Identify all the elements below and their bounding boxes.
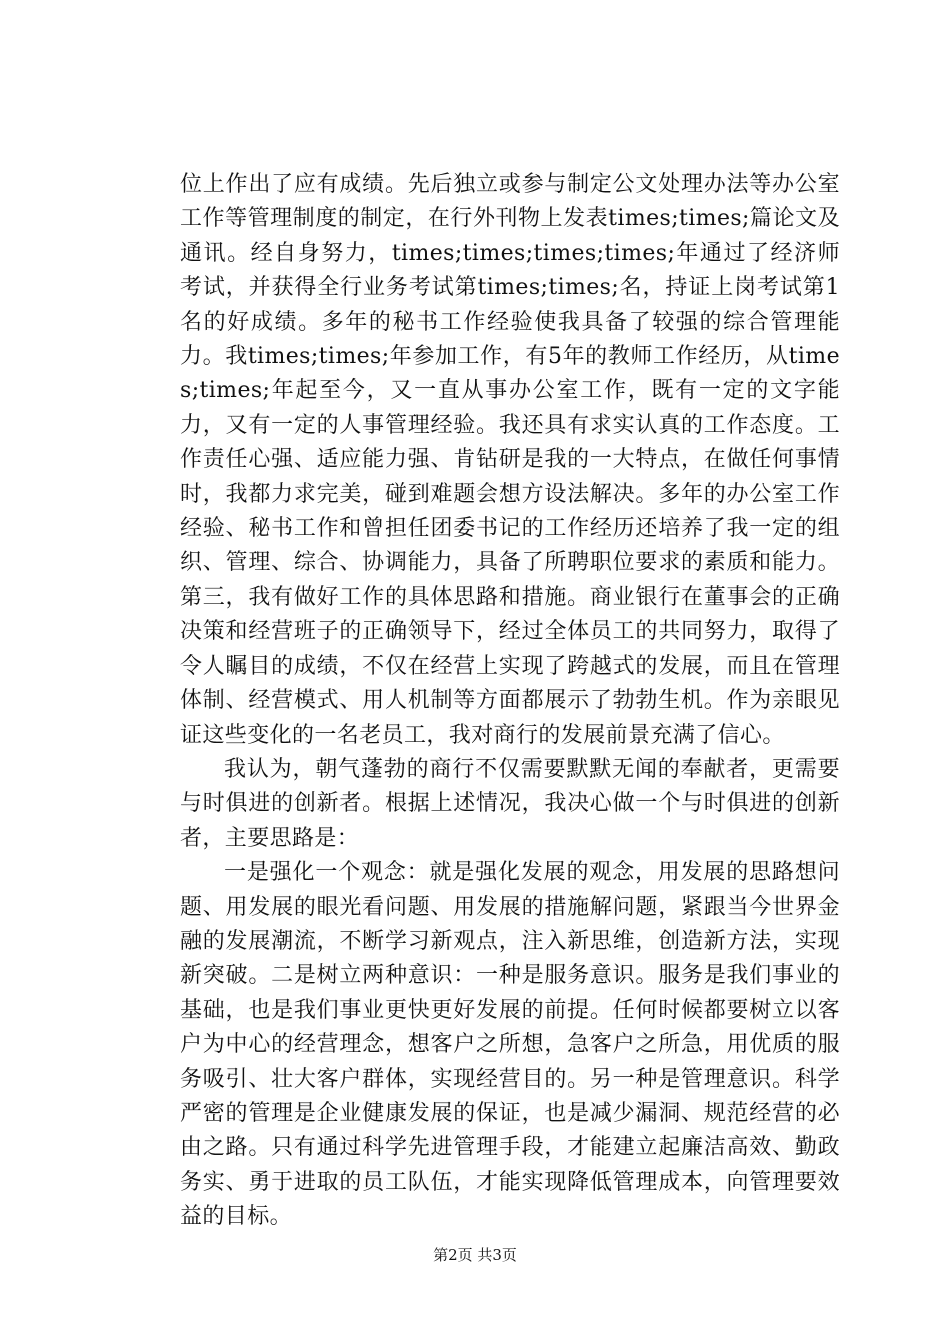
document-body [180, 168, 840, 1235]
page-number-label: 第2页 共3页 [433, 1246, 517, 1264]
paragraph-3: 一是强化一个观念：就是强化发展的观念，用发展的思路想问题、用发展的眼光看问题、用发展的措施解问题，紧跟当今世界金融的发展潮流，不断学习新观点，注入新思维，创造新方法，实现新突破。二是树立两种意识：一种是服务意识。服务是我们事业的基础，也是我们事业更快更好发展的前提。任何时候都要树立以客户为中心的经营理念，想客户之所想，急客户之所急，用优质的服务吸引、壮大客户群体，实现经营目的。另一种是管理意识。科学严密的管理是企业健康发展的保证，也是减少漏洞、规范经营的必由之路。只有通过科学先进管理手段，才能建立起廉洁高效、勤政务实、勇于进取的员工队伍，才能实现降低管理成本，向管理要效益的目标。 [180, 860, 840, 1230]
paragraph-1: 位上作出了应有成绩。先后独立或参与制定公文处理办法等办公室工作等管理制度的制定，在行外刊物上发表times;times;篇论文及通讯。经自身努力，times;times;times;times;年通过了经济师考试，并获得全行业务考试第times;times;名，持证上岗考试第1名的好成绩。多年的秘书工作经验使我具备了较强的综合管理能力。我times;times;年参加工作，有5年的教师工作经历，从times;times;年起至今，又一直从事办公室工作，既有一定的文字能力，又有一定的人事管理经验。我还具有求实认真的工作态度。工作责任心强、适应能力强、肯钻研是我的一大特点，在做任何事情时，我都力求完美，碰到难题会想方设法解决。多年的办公室工作经验、秘书工作和曾担任团委书记的工作经历还培养了我一定的组织、管理、综合、协调能力，具备了所聘职位要求的素质和能力。第三，我有做好工作的具体思路和措施。商业银行在董事会的正确决策和经营班子的正确领导下，经过全体员工的共同努力，取得了令人瞩目的成绩，不仅在经营上实现了跨越式的发展，而且在管理体制、经营模式、用人机制等方面都展示了勃勃生机。作为亲眼见证这些变化的一名老员工，我对商行的发展前景充满了信心。 [180, 172, 840, 748]
paragraph-2: 我认为，朝气蓬勃的商行不仅需要默默无闻的奉献者，更需要与时俱进的创新者。根据上述情况，我决心做一个与时俱进的创新者，主要思路是： [180, 756, 840, 851]
page-footer [0, 1245, 950, 1265]
